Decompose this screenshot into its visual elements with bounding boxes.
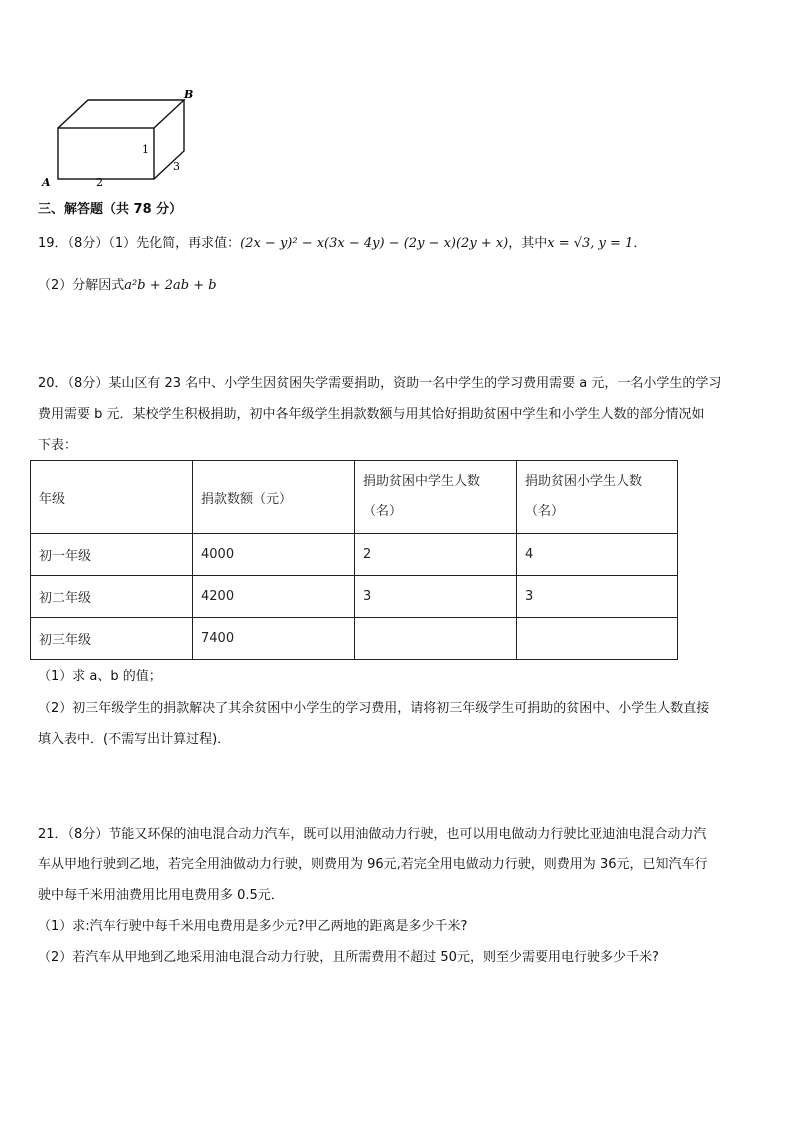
cell-grade: 初三年级 xyxy=(31,618,193,660)
cell-donation: 4000 xyxy=(193,534,355,576)
q20-text-line2: 费用需要 b 元．某校学生积极捐助，初中各年级学生捐款数额与用其恰好捐助贫困中学生和小学生人数的部分情况如 xyxy=(38,407,705,422)
table-row xyxy=(31,576,678,618)
question-20-line1 xyxy=(38,374,721,394)
vertex-a-label: A xyxy=(42,176,51,189)
depth-label: 3 xyxy=(173,160,180,173)
q19-number: 19．（8分） xyxy=(38,236,109,251)
header-grade: 年级 xyxy=(31,461,193,534)
header-primary-line2: （名） xyxy=(525,504,565,519)
cell-middle-count: 3 xyxy=(355,576,517,618)
q20-number: 20．（8分） xyxy=(38,376,109,391)
table-header-row xyxy=(31,461,678,534)
q19-part2-prefix: （2）分解因式 xyxy=(38,278,125,293)
q21-number: 21．（8分） xyxy=(38,827,109,842)
q19-condition-prefix: ，其中 xyxy=(508,236,548,251)
table-row xyxy=(31,534,678,576)
cell-middle-count-blank[interactable] xyxy=(355,618,517,660)
q20-text-line3: 下表： xyxy=(38,438,78,453)
vertex-b-label: B xyxy=(184,88,194,101)
length-label: 2 xyxy=(96,176,103,189)
cell-grade: 初一年级 xyxy=(31,534,193,576)
q21-text-line2: 车从甲地行驶到乙地，若完全用油做动力行驶，则费用为 96元,若完全用电做动力行驶，则费用为 36元，已知汽车行 xyxy=(38,857,708,872)
table-row xyxy=(31,618,678,660)
q20-text-line1: 某山区有 23 名中、小学生因贫困失学需要捐助，资助一名中学生的学习费用需要 a 元，一名小学生的学习 xyxy=(108,376,722,391)
q19-part2-expression: a²b + 2ab + b xyxy=(124,278,217,293)
cuboid-figure xyxy=(36,86,206,192)
question-19-part1 xyxy=(38,234,646,254)
height-label: 1 xyxy=(142,143,149,156)
header-donation: 捐款数额（元） xyxy=(193,461,355,534)
header-middle-line2: （名） xyxy=(363,504,403,519)
header-middle-line1: 捐助贫困中学生人数 xyxy=(363,474,481,489)
section-title: 三、解答题（共 78 分） xyxy=(38,202,183,217)
question-21-line1 xyxy=(38,825,706,845)
q20-part2-line1: （2）初三年级学生的捐款解决了其余贫困中小学生的学习费用，请将初三年级学生可捐助的贫困中、小学生人数直接 xyxy=(38,701,710,716)
header-middle-students xyxy=(355,461,517,534)
q21-part1: （1）求:汽车行驶中每千米用电费用是多少元?甲乙两地的距离是多少千米? xyxy=(38,919,468,934)
q19-condition: x = √3, y = 1 xyxy=(547,236,634,251)
q20-part2-line2: 填入表中．(不需写出计算过程)． xyxy=(38,732,231,747)
q21-part2: （2）若汽车从甲地到乙地采用油电混合动力行驶，且所需费用不超过 50元，则至少需要用电行驶多少千米? xyxy=(38,950,659,965)
header-primary-line1: 捐助贫困小学生人数 xyxy=(525,474,643,489)
cell-primary-count-blank[interactable] xyxy=(517,618,678,660)
cuboid-front-face xyxy=(58,128,154,179)
cuboid-top-face xyxy=(58,100,184,128)
q19-condition-end: ． xyxy=(633,236,647,251)
q21-text-line1: 节能又环保的油电混合动力汽车，既可以用油做动力行驶，也可以用电做动力行驶比亚迪油电混合动力汽 xyxy=(108,827,707,842)
cell-donation: 7400 xyxy=(193,618,355,660)
cell-grade: 初二年级 xyxy=(31,576,193,618)
question-19-part2 xyxy=(38,276,217,296)
q19-part1-prefix: （1）先化简，再求值： xyxy=(108,236,241,251)
header-primary-students xyxy=(517,461,678,534)
cell-donation: 4200 xyxy=(193,576,355,618)
cell-middle-count: 2 xyxy=(355,534,517,576)
donation-table xyxy=(30,460,678,660)
q20-part1: （1）求 a、b 的值； xyxy=(38,669,162,684)
cell-primary-count: 3 xyxy=(517,576,678,618)
q21-text-line3: 驶中每千米用油费用比用电费用多 0.5元． xyxy=(38,888,284,903)
cell-primary-count: 4 xyxy=(517,534,678,576)
q19-expression: (2x − y)² − x(3x − 4y) − (2y − x)(2y + x) xyxy=(240,236,509,251)
